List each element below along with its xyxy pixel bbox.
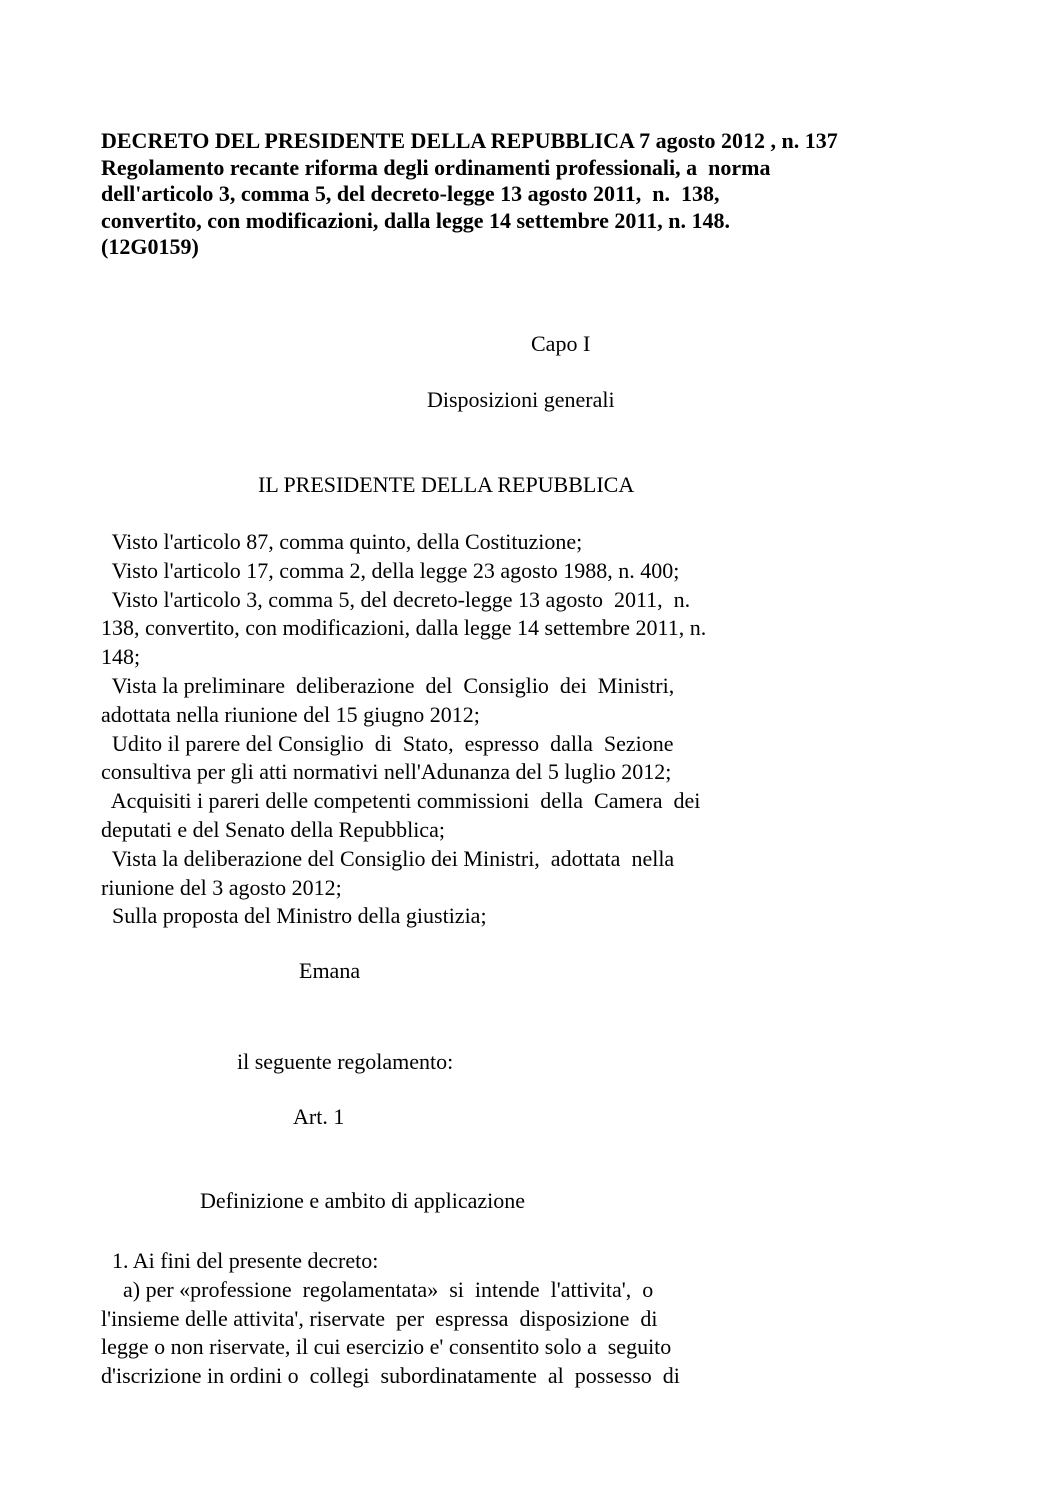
title-line: dell'articolo 3, comma 5, del decreto-legge 13 agosto 2011, n. 138, [101, 181, 720, 206]
preamble-line: Acquisiti i pareri delle competenti commissioni della Camera dei [101, 788, 701, 814]
preamble-line: Vista la deliberazione del Consiglio dei Ministri, adottata nella [101, 845, 675, 871]
preamble-line: Vista la preliminare deliberazione del Consiglio dei Ministri, [101, 672, 675, 698]
decree-title [101, 128, 1001, 261]
preamble-line: consultiva per gli atti normativi nell'Adunanza del 5 luglio 2012; [101, 759, 672, 785]
preamble-line: Sulla proposta del Ministro della giustizia; [101, 903, 487, 929]
title-line: DECRETO DEL PRESIDENTE DELLA REPUBBLICA 7 agosto 2012 , n. 137 [101, 128, 838, 153]
preamble-line: adottata nella riunione del 15 giugno 2012; [101, 701, 480, 727]
article-line: a) per «professione regolamentata» si intende l'attivita', o [101, 1276, 654, 1302]
title-line: (12G0159) [101, 234, 199, 259]
preamble-line: Visto l'articolo 17, comma 2, della legge 23 agosto 1988, n. 400; [101, 557, 680, 583]
regolamento-heading: il seguente regolamento: [237, 1049, 454, 1074]
article-title: Definizione e ambito di applicazione [200, 1188, 525, 1213]
preamble-line: deputati e del Senato della Repubblica; [101, 816, 445, 842]
article-line: l'insieme delle attivita', riservate per espressa disposizione di [101, 1305, 658, 1331]
preamble-line: Visto l'articolo 3, comma 5, del decreto-legge 13 agosto 2011, n. [101, 586, 691, 612]
president-heading: IL PRESIDENTE DELLA REPUBBLICA [258, 472, 635, 497]
article-heading: Art. 1 [293, 1104, 345, 1129]
capo-subheading: Disposizioni generali [427, 387, 615, 412]
preamble-line: 138, convertito, con modificazioni, dalla legge 14 settembre 2011, n. [101, 615, 707, 641]
preamble-line: Visto l'articolo 87, comma quinto, della Costituzione; [101, 529, 583, 554]
preamble-line: riunione del 3 agosto 2012; [101, 874, 342, 900]
capo-heading: Capo I [531, 331, 591, 356]
preamble-line: Udito il parere del Consiglio di Stato, espresso dalla Sezione [101, 730, 674, 756]
article-line: 1. Ai fini del presente decreto: [101, 1248, 379, 1273]
article-line: legge o non riservate, il cui esercizio e' consentito solo a seguito [101, 1334, 672, 1360]
emana-heading: Emana [299, 958, 361, 983]
preamble-line: 148; [101, 644, 141, 670]
preamble [101, 528, 706, 931]
title-line: convertito, con modificazioni, dalla legge 14 settembre 2011, n. 148. [101, 207, 730, 233]
article-line: d'iscrizione in ordini o collegi subordinatamente al possesso di [101, 1363, 680, 1389]
title-line: Regolamento recante riforma degli ordinamenti professionali, a norma [101, 154, 771, 180]
article-body [101, 1247, 680, 1391]
